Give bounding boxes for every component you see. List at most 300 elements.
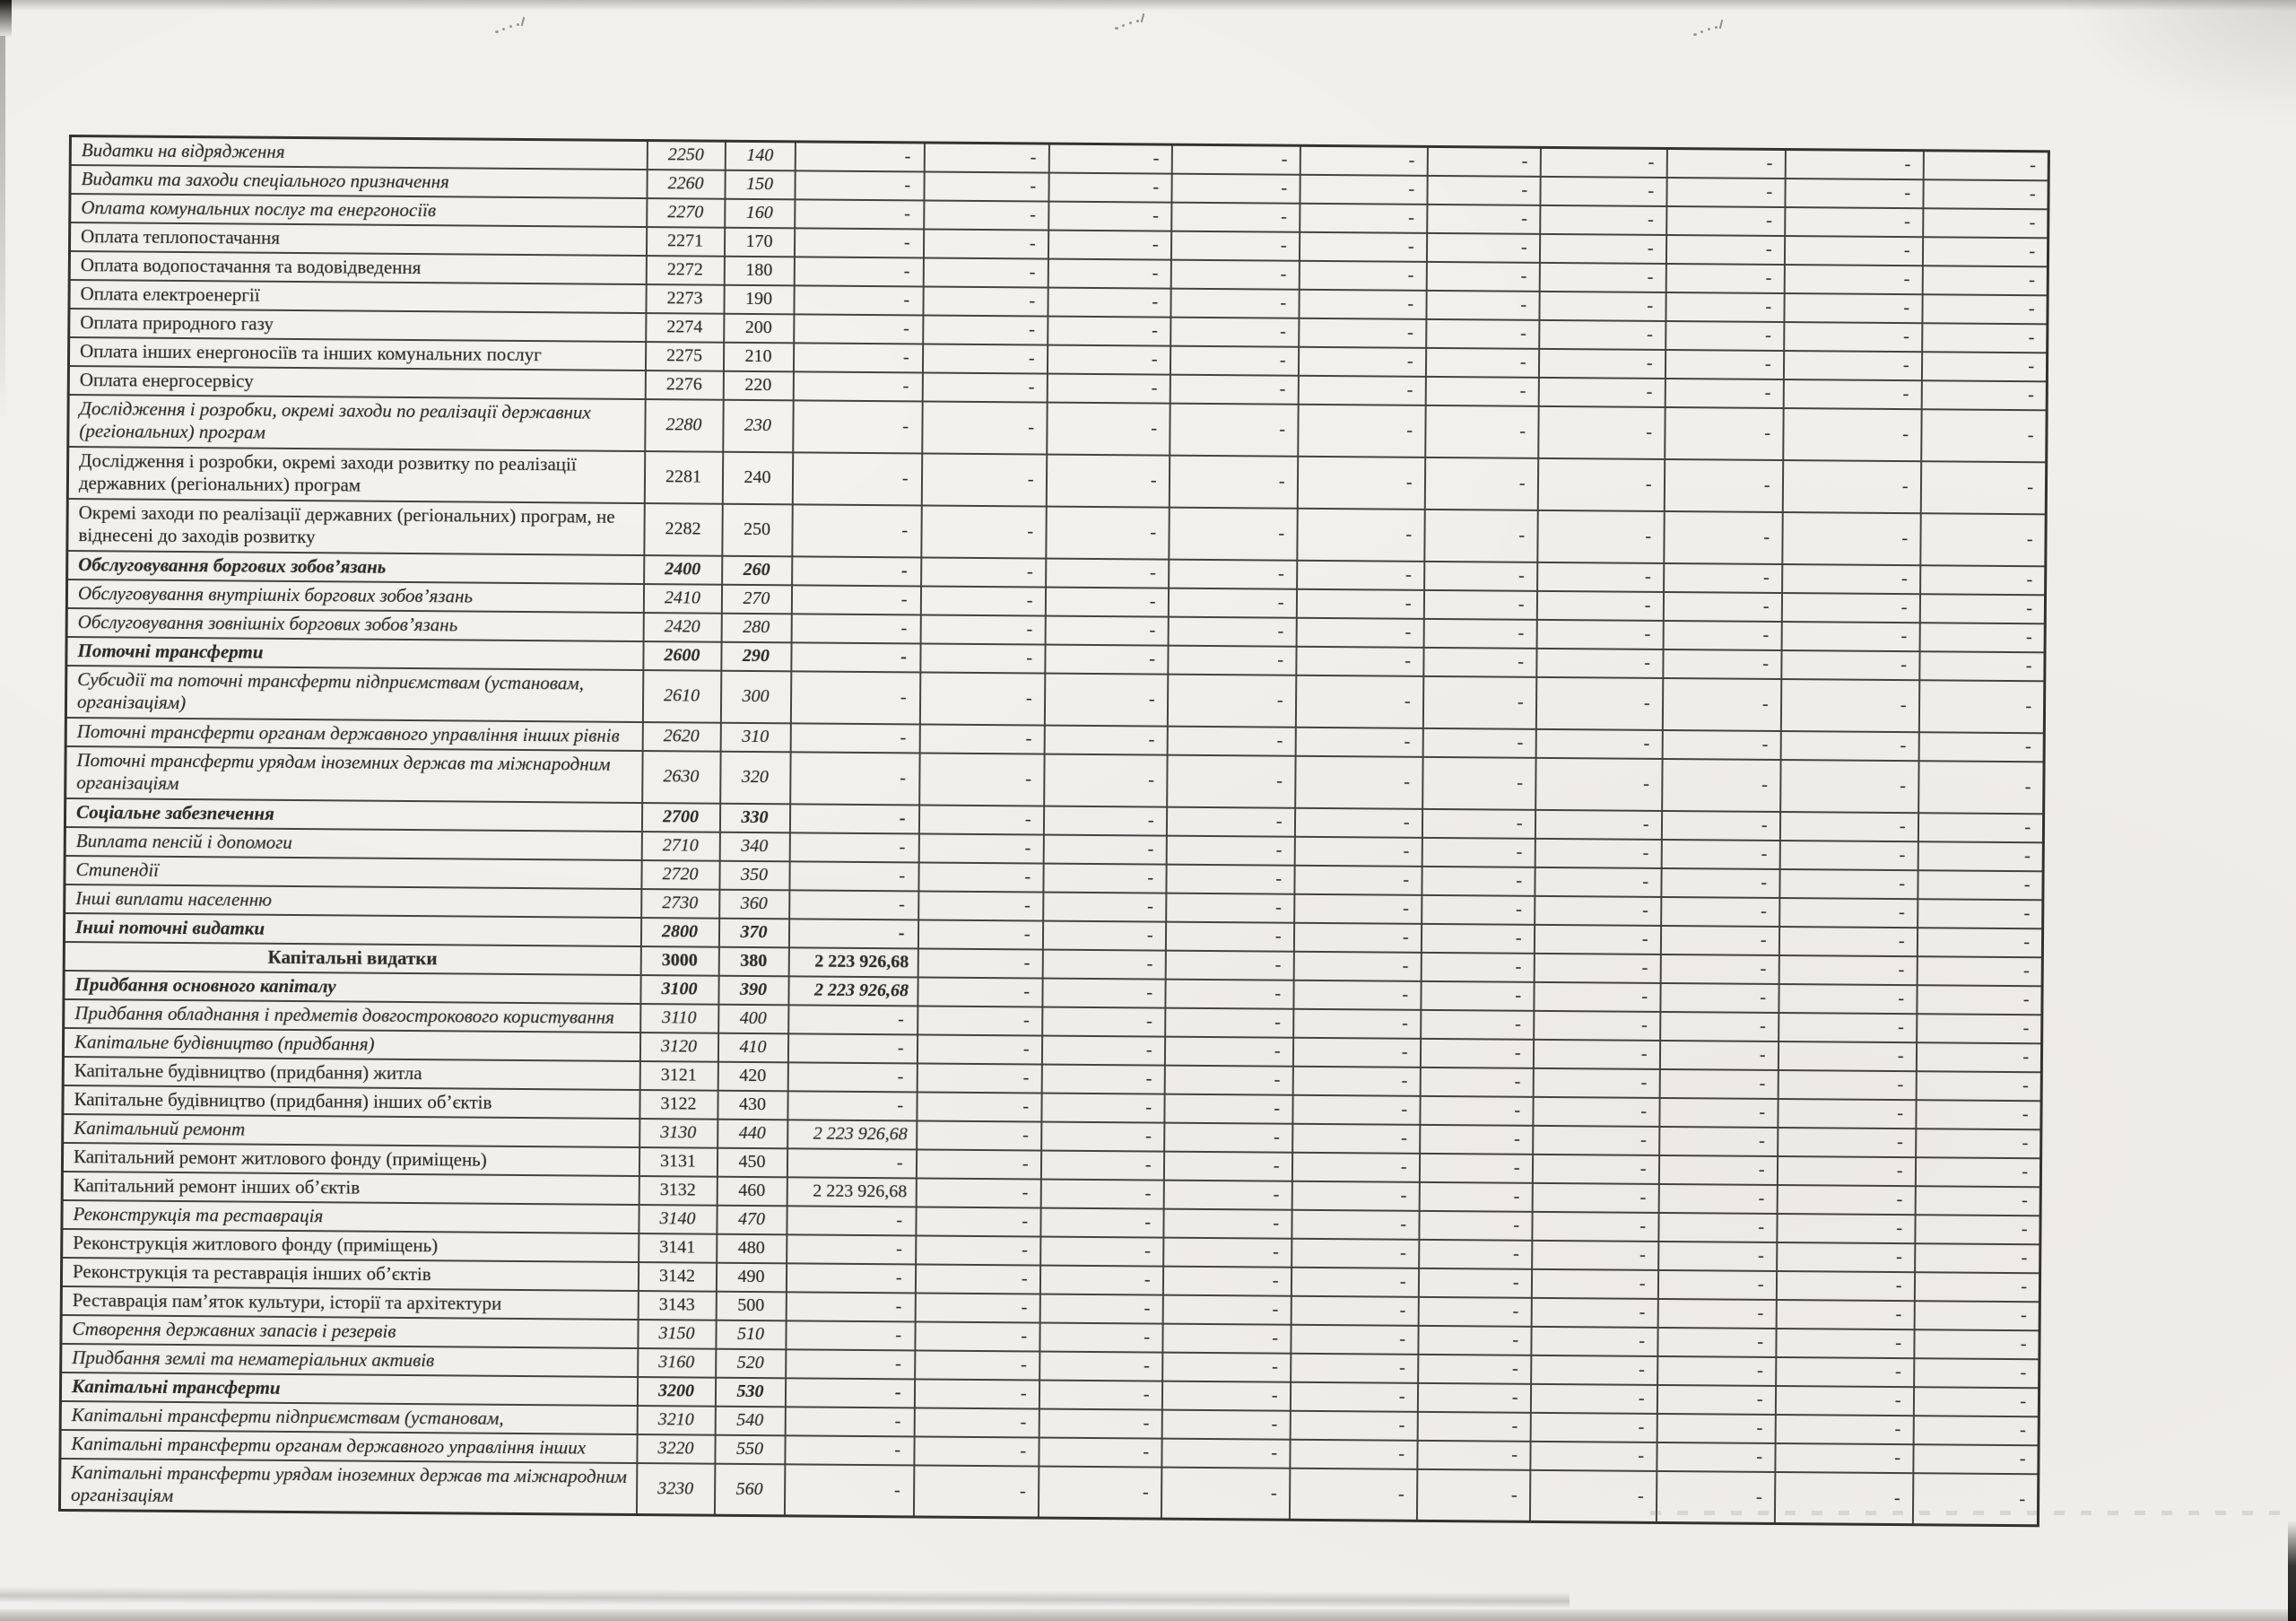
row-value: - — [792, 452, 921, 505]
dash-cell: - — [920, 643, 1045, 673]
dash-cell: - — [923, 257, 1048, 287]
dash-cell: - — [1170, 288, 1299, 318]
dash-cell: - — [1038, 1466, 1161, 1519]
dash-cell: - — [1040, 1150, 1163, 1180]
row-line-number: 390 — [718, 975, 788, 1005]
row-line-number: 490 — [716, 1262, 786, 1292]
row-label: Оплата енергосервісу — [68, 366, 645, 399]
row-value: - — [785, 1407, 914, 1436]
dash-cell: - — [1539, 319, 1665, 349]
dash-cell: - — [1417, 1411, 1530, 1441]
row-code: 2282 — [644, 503, 722, 556]
row-value: - — [795, 142, 924, 171]
dash-cell: - — [1169, 455, 1297, 508]
dash-cell: - — [1778, 1069, 1916, 1099]
dash-cell: - — [1296, 588, 1423, 618]
dash-cell: - — [923, 315, 1048, 344]
dash-cell: - — [1161, 1409, 1290, 1439]
dash-cell: - — [1658, 1212, 1777, 1242]
dash-cell: - — [1662, 677, 1780, 730]
dash-cell: - — [1291, 1267, 1418, 1296]
dash-cell: - — [1659, 1097, 1778, 1127]
dash-cell: - — [924, 200, 1048, 230]
row-label: Створення державних запасів і резервів — [61, 1314, 638, 1347]
row-value: 2 223 926,68 — [787, 1177, 916, 1207]
row-code: 3121 — [639, 1061, 718, 1091]
dash-cell: - — [918, 1006, 1042, 1035]
row-code: 3160 — [638, 1348, 716, 1378]
dash-cell: - — [1044, 725, 1167, 754]
dash-cell: - — [1923, 208, 2048, 238]
dash-cell: - — [1422, 675, 1535, 728]
dash-cell: - — [1418, 1354, 1531, 1383]
dash-cell: - — [1419, 1153, 1532, 1182]
scan-left-streak — [0, 36, 5, 422]
dash-cell: - — [1168, 588, 1296, 617]
dash-cell: - — [1665, 406, 1783, 459]
dash-cell: - — [915, 1293, 1039, 1322]
dash-cell: - — [1170, 259, 1299, 289]
dash-cell: - — [1048, 258, 1170, 288]
dash-cell: - — [915, 1264, 1039, 1294]
dash-cell: - — [1657, 1298, 1776, 1328]
dash-cell: - — [1918, 841, 2043, 871]
row-label: Придбання обладнання і предметів довгострокового користування — [64, 998, 640, 1032]
dash-cell: - — [1300, 145, 1427, 175]
row-label: Оплата комунальних послуг та енергоносіїв — [70, 194, 647, 227]
dash-cell: - — [1661, 810, 1779, 840]
dash-cell: - — [1291, 1324, 1418, 1354]
row-value: 2 223 926,68 — [788, 976, 918, 1006]
dash-cell: - — [1166, 864, 1294, 893]
dash-cell: - — [922, 344, 1047, 373]
row-value: - — [786, 1320, 915, 1350]
dash-cell: - — [1168, 645, 1296, 675]
row-value: - — [789, 861, 918, 891]
dash-cell: - — [1657, 1327, 1776, 1356]
dash-cell: - — [1046, 506, 1169, 559]
dash-cell: - — [1291, 1353, 1418, 1382]
row-label: Видатки та заходи спеціального призначення — [70, 165, 647, 198]
dash-cell: - — [1420, 1124, 1533, 1154]
dash-cell: - — [1165, 979, 1293, 1008]
dash-cell: - — [1535, 867, 1661, 896]
dash-cell: - — [1423, 618, 1536, 648]
dash-cell: - — [1662, 729, 1780, 759]
dash-cell: - — [1162, 1266, 1291, 1295]
dash-cell: - — [1040, 1207, 1163, 1237]
dash-cell: - — [1665, 263, 1784, 292]
pencil-mark — [1693, 33, 1697, 36]
dash-cell: - — [1920, 565, 2046, 595]
dash-cell: - — [1776, 1328, 1914, 1357]
dash-cell: - — [1164, 1122, 1292, 1152]
dash-cell: - — [1913, 1416, 2039, 1445]
row-code: 2800 — [640, 918, 718, 947]
row-code: 2410 — [643, 584, 721, 614]
dash-cell: - — [1780, 731, 1918, 761]
row-line-number: 550 — [715, 1434, 785, 1464]
row-line-number: 380 — [718, 946, 788, 976]
dash-cell: - — [1046, 454, 1169, 507]
dash-cell: - — [1536, 648, 1663, 677]
dash-cell: - — [1918, 899, 2043, 928]
scanner-background-band — [0, 1609, 2296, 1621]
row-line-number: 520 — [716, 1348, 786, 1378]
row-value: - — [785, 1435, 914, 1465]
dash-cell: - — [916, 1149, 1040, 1179]
dash-cell: - — [1915, 1215, 2040, 1244]
row-value: - — [790, 723, 919, 753]
dash-cell: - — [1538, 348, 1665, 378]
dash-cell: - — [1299, 231, 1426, 261]
dash-cell: - — [1424, 561, 1537, 590]
row-line-number: 430 — [718, 1090, 787, 1120]
dash-cell: - — [1427, 204, 1540, 233]
row-value: - — [789, 890, 918, 919]
dash-cell: - — [1663, 649, 1781, 678]
row-code: 2270 — [647, 198, 725, 228]
dash-cell: - — [1294, 893, 1422, 923]
dash-cell: - — [1043, 806, 1166, 835]
row-code: 3220 — [637, 1434, 715, 1464]
dash-cell: - — [917, 1063, 1041, 1093]
pencil-mark — [1115, 27, 1118, 30]
dash-cell: - — [1923, 151, 2048, 180]
dash-cell: - — [1422, 808, 1535, 838]
dash-cell: - — [1166, 893, 1294, 922]
dash-cell: - — [1161, 1467, 1289, 1520]
row-code: 2280 — [645, 399, 723, 452]
dash-cell: - — [1425, 347, 1538, 377]
dash-cell: - — [1292, 1238, 1419, 1268]
dash-cell: - — [1420, 1095, 1533, 1125]
dash-cell: - — [1416, 1468, 1529, 1521]
row-value: - — [786, 1263, 915, 1293]
dash-cell: - — [1657, 1413, 1775, 1442]
row-label: Капітальний ремонт — [63, 1113, 639, 1146]
dash-cell: - — [1784, 265, 1922, 294]
dash-cell: - — [918, 891, 1043, 920]
dash-cell: - — [1660, 982, 1779, 1012]
row-value: - — [793, 400, 922, 453]
dash-cell: - — [1666, 148, 1785, 178]
dash-cell: - — [1289, 1468, 1416, 1521]
dash-cell: - — [1779, 1012, 1917, 1041]
row-value: - — [791, 642, 920, 672]
row-line-number: 160 — [725, 198, 795, 228]
row-label: Виплата пенсій і допомоги — [65, 826, 641, 859]
dash-cell: - — [1918, 761, 2044, 814]
dash-cell: - — [1529, 1469, 1656, 1522]
dash-cell: - — [915, 1350, 1039, 1380]
row-value: - — [784, 1464, 913, 1517]
row-line-number: 510 — [716, 1320, 786, 1349]
dash-cell: - — [1665, 349, 1783, 379]
dash-cell: - — [1531, 1297, 1657, 1327]
row-label: Оплата інших енергоносіїв та інших комунальних послуг — [68, 337, 645, 370]
dash-cell: - — [1423, 647, 1536, 676]
dash-cell: - — [1533, 1125, 1659, 1155]
dash-cell: - — [1425, 376, 1538, 405]
row-line-number: 480 — [717, 1233, 787, 1263]
dash-cell: - — [921, 505, 1046, 558]
dash-cell: - — [1425, 405, 1538, 458]
dash-cell: - — [1295, 755, 1422, 808]
row-label: Капітальні трансферти органам державного управління інших — [60, 1429, 637, 1462]
dash-cell: - — [1534, 1010, 1660, 1040]
dash-cell: - — [1540, 205, 1666, 234]
dash-cell: - — [924, 171, 1048, 201]
dash-cell: - — [1294, 836, 1422, 866]
dash-cell: - — [1918, 813, 2043, 842]
dash-cell: - — [1779, 927, 1917, 956]
scan-top-edge — [0, 0, 2296, 11]
dash-cell: - — [1535, 676, 1662, 729]
dash-cell: - — [1658, 1183, 1777, 1213]
dash-cell: - — [1294, 807, 1422, 837]
dash-cell: - — [1922, 237, 2048, 266]
dash-cell: - — [1426, 318, 1539, 348]
dash-cell: - — [1162, 1352, 1291, 1381]
dash-cell: - — [1665, 234, 1784, 264]
row-code: 3130 — [639, 1119, 718, 1148]
row-value: 2 223 926,68 — [787, 1120, 917, 1149]
dash-cell: - — [920, 586, 1045, 615]
dash-cell: - — [1043, 892, 1166, 921]
row-value: - — [789, 832, 918, 862]
dash-cell: - — [1421, 952, 1534, 981]
dash-cell: - — [1920, 461, 2046, 514]
row-line-number: 220 — [723, 370, 793, 400]
dash-cell: - — [1045, 587, 1168, 616]
row-code: 2620 — [642, 722, 720, 752]
dash-cell: - — [1776, 1299, 1914, 1329]
dash-cell: - — [913, 1465, 1038, 1518]
dash-cell: - — [1426, 290, 1539, 319]
row-line-number: 370 — [718, 918, 788, 947]
dash-cell: - — [1536, 590, 1663, 620]
dash-cell: - — [1782, 460, 1920, 513]
dash-cell: - — [1535, 757, 1662, 810]
dash-cell: - — [1659, 1126, 1778, 1155]
dash-cell: - — [1660, 1011, 1779, 1041]
dash-cell: - — [1656, 1470, 1774, 1523]
dash-cell: - — [1659, 1068, 1778, 1098]
dash-cell: - — [1291, 1295, 1418, 1325]
dash-cell: - — [1914, 1301, 2039, 1330]
dash-cell: - — [1784, 322, 1922, 352]
row-label: Реконструкція та реставрація інших об’єктів — [61, 1257, 638, 1290]
dash-cell: - — [1048, 287, 1170, 317]
dash-cell: - — [1296, 646, 1423, 675]
row-label: Капітальні трансферти — [60, 1372, 637, 1405]
dash-cell: - — [1539, 262, 1665, 292]
row-label: Дослідження і розробки, окремі заходи по реалізації державних (регіональних) програм — [68, 395, 645, 451]
dash-cell: - — [1781, 622, 1919, 651]
dash-cell: - — [1044, 754, 1167, 806]
row-label: Дослідження і розробки, окремі заходи розвитку по реалізації державних (регіональних) програм — [67, 447, 644, 503]
dash-cell: - — [1422, 837, 1535, 867]
dash-cell: - — [1043, 834, 1166, 864]
dash-cell: - — [1917, 1014, 2042, 1043]
dash-cell: - — [1916, 1042, 2041, 1072]
dash-cell: - — [1047, 373, 1170, 403]
dash-cell: - — [916, 1178, 1040, 1207]
row-label: Субсидії та поточні трансферти підприємствам (установам, організаціям) — [65, 665, 642, 721]
dash-cell: - — [1783, 351, 1921, 380]
dash-cell: - — [1048, 172, 1171, 202]
dash-cell: - — [1171, 144, 1300, 174]
row-line-number: 260 — [722, 555, 792, 585]
dash-cell: - — [1161, 1438, 1290, 1468]
dash-cell: - — [1292, 1181, 1419, 1210]
dash-cell: - — [1299, 318, 1426, 347]
row-code: 3200 — [637, 1377, 715, 1407]
dash-cell: - — [1913, 1387, 2039, 1416]
dash-cell: - — [1922, 266, 2048, 295]
row-line-number: 530 — [715, 1377, 785, 1407]
dash-cell: - — [1041, 1121, 1164, 1151]
dash-cell: - — [1535, 809, 1661, 839]
dash-cell: - — [917, 1092, 1041, 1121]
dash-cell: - — [1427, 175, 1540, 205]
dash-cell: - — [1536, 619, 1663, 649]
dash-cell: - — [1419, 1210, 1532, 1240]
row-value: - — [787, 1091, 917, 1120]
dash-cell: - — [918, 948, 1042, 978]
dash-cell: - — [1293, 980, 1421, 1009]
dash-cell: - — [1916, 1100, 2041, 1129]
dash-cell: - — [1780, 679, 1918, 732]
row-line-number: 340 — [719, 832, 789, 861]
bleed-through-noise — [1650, 1511, 2283, 1515]
dash-cell: - — [920, 614, 1045, 644]
dash-cell: - — [1293, 951, 1421, 980]
row-line-number: 200 — [724, 313, 794, 343]
row-value: - — [793, 371, 922, 401]
row-value: - — [787, 1206, 916, 1235]
dash-cell: - — [1783, 408, 1921, 461]
dash-cell: - — [1664, 562, 1782, 592]
row-label: Реконструкція житлового фонду (приміщень) — [62, 1228, 639, 1261]
dash-cell: - — [1533, 1068, 1659, 1097]
row-label: Капітальне будівництво (придбання) житла — [63, 1056, 639, 1089]
dash-cell: - — [1530, 1441, 1657, 1470]
row-code: 3142 — [638, 1262, 716, 1292]
dash-cell: - — [1540, 147, 1666, 177]
row-label: Обслуговування внутрішніх боргових зобов’язань — [66, 579, 643, 612]
dash-cell: - — [917, 1120, 1041, 1150]
dash-cell: - — [1782, 512, 1920, 565]
dash-cell: - — [1775, 1385, 1913, 1415]
dash-cell: - — [1922, 323, 2048, 353]
row-value: - — [788, 919, 918, 948]
dash-cell: - — [1297, 560, 1424, 589]
dash-cell: - — [1919, 594, 2045, 623]
dash-cell: - — [1163, 1180, 1292, 1209]
dash-cell: - — [1422, 866, 1535, 895]
dash-cell: - — [1530, 1383, 1657, 1413]
dash-cell: - — [1418, 1325, 1531, 1355]
row-code: 2274 — [646, 313, 724, 343]
dash-cell: - — [1164, 1094, 1292, 1123]
dash-cell: - — [1167, 726, 1295, 755]
dash-cell: - — [1164, 1065, 1292, 1094]
dash-cell: - — [1917, 985, 2042, 1015]
dash-cell: - — [1776, 1356, 1914, 1386]
dash-cell: - — [1662, 758, 1780, 811]
dash-cell: - — [1042, 1007, 1165, 1036]
row-code: 2630 — [642, 751, 720, 804]
row-line-number: 400 — [718, 1004, 788, 1033]
dash-cell: - — [1534, 981, 1660, 1011]
dash-cell: - — [1779, 869, 1918, 899]
dash-cell: - — [1784, 236, 1922, 266]
dash-cell: - — [1532, 1182, 1658, 1212]
dash-cell: - — [1297, 456, 1424, 509]
dash-cell: - — [1292, 1123, 1420, 1153]
row-code: 3110 — [640, 1004, 718, 1033]
dash-cell: - — [1664, 510, 1782, 563]
dash-cell: - — [1296, 617, 1423, 647]
dash-cell: - — [1162, 1294, 1291, 1324]
dash-cell: - — [1041, 1035, 1164, 1065]
dash-cell: - — [1537, 458, 1664, 510]
dash-cell: - — [1912, 1473, 2038, 1526]
dash-cell: - — [1161, 1381, 1290, 1410]
row-value: - — [787, 1062, 917, 1092]
row-code: 2420 — [643, 613, 721, 642]
row-line-number: 180 — [724, 256, 794, 285]
dash-cell: - — [1039, 1408, 1161, 1438]
dash-cell: - — [1777, 1184, 1915, 1214]
dash-cell: - — [1914, 1358, 2039, 1388]
dash-cell: - — [1531, 1326, 1657, 1355]
dash-cell: - — [1292, 1037, 1420, 1067]
row-line-number: 500 — [716, 1291, 786, 1320]
dash-cell: - — [1164, 1036, 1292, 1066]
dash-cell: - — [1292, 1066, 1420, 1095]
dash-cell: - — [1292, 1209, 1419, 1239]
dash-cell: - — [1539, 291, 1665, 320]
row-value: - — [793, 343, 922, 372]
row-value: - — [787, 1234, 916, 1264]
dash-cell: - — [1915, 1157, 2040, 1187]
paper-fold-shadow — [0, 1587, 1570, 1608]
row-label: Придбання землі та нематеріальних активів — [61, 1343, 638, 1376]
row-label: Оплата електроенергії — [69, 280, 646, 313]
row-line-number: 310 — [720, 722, 790, 752]
row-line-number: 140 — [725, 141, 795, 170]
dash-cell: - — [1538, 405, 1665, 458]
dash-cell: - — [1166, 806, 1294, 836]
dash-cell: - — [916, 1207, 1040, 1236]
dash-cell: - — [921, 453, 1046, 506]
row-label: Обслуговування боргових зобов’язань — [67, 550, 644, 583]
dash-cell: - — [1170, 374, 1298, 404]
row-line-number: 290 — [721, 641, 791, 671]
dash-cell: - — [924, 143, 1048, 172]
dash-cell: - — [1041, 1093, 1164, 1122]
dash-cell: - — [1539, 233, 1665, 263]
dash-cell: - — [919, 724, 1044, 754]
dash-cell: - — [1532, 1154, 1658, 1183]
dash-cell: - — [1784, 293, 1922, 323]
row-label: Поточні трансферти — [66, 636, 643, 669]
row-value: - — [794, 257, 923, 286]
budget-expenditure-table — [58, 135, 2048, 1527]
